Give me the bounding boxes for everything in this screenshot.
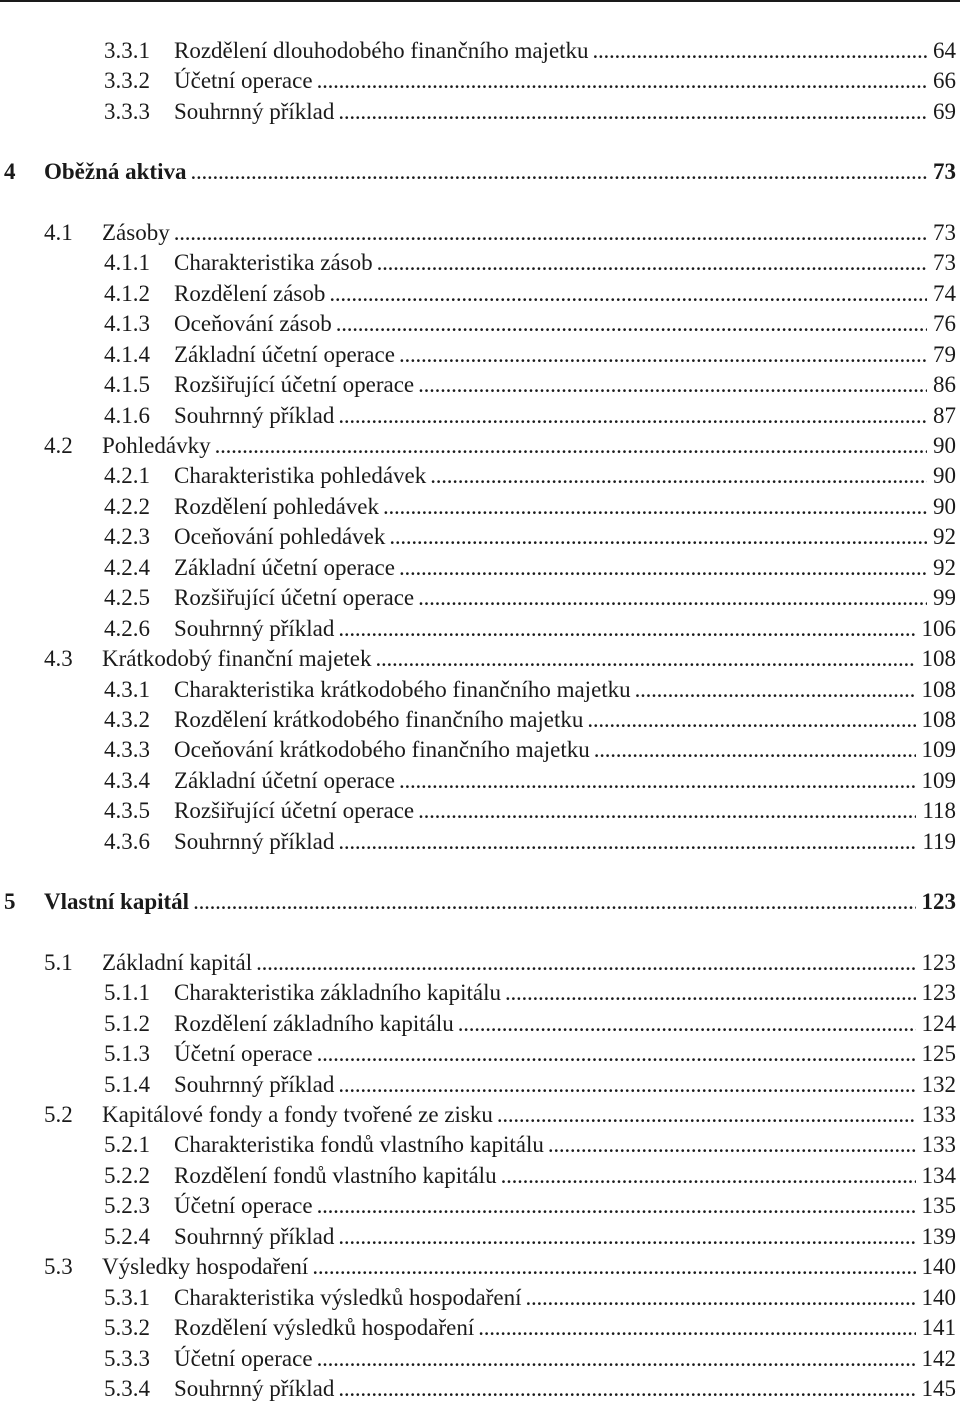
toc-dot-leader [338,614,915,644]
toc-dot-leader [174,218,927,248]
toc-entry-number: 4.3 [44,646,73,672]
toc-entry-title: Základní účetní operace [174,554,395,580]
toc-dot-leader [338,401,927,431]
toc-entry-page: 118 [922,798,956,824]
toc-dot-leader [338,1070,915,1100]
toc-entry[interactable] [0,1222,960,1252]
toc-dot-leader [338,97,927,127]
toc-entry-page: 123 [921,980,956,1006]
toc-entry-title: Charakteristika výsledků hospodaření [174,1284,522,1310]
toc-entry-page: 90 [933,493,956,519]
toc-entry[interactable] [0,36,960,66]
toc-entry-number: 4.2.4 [104,554,150,580]
toc-entry-number: 4.3.5 [104,798,150,824]
toc-entry-title: Rozdělení pohledávek [174,493,380,519]
toc-dot-leader [430,461,927,491]
toc-entry[interactable] [0,705,960,735]
toc-entry-title: Charakteristika fondů vlastního kapitálu [174,1132,544,1158]
toc-entry-title: Charakteristika krátkodobého finančního majetku [174,676,631,702]
toc-entry-number: 3.3.3 [104,98,150,124]
toc-entry-title: Rozšiřující účetní operace [174,585,415,611]
toc-entry-title: Souhrnný příklad [174,1223,335,1249]
toc-entry-page: 86 [933,372,956,398]
toc-dot-leader [418,370,927,400]
toc-entry-number: 4.1.1 [104,250,150,276]
toc-entry-page: 119 [922,828,956,854]
toc-dot-leader [317,1344,916,1374]
toc-entry[interactable] [0,370,960,400]
toc-dot-leader [478,1313,915,1343]
toc-entry[interactable] [0,948,960,978]
toc-entry-number: 4.1.3 [104,311,150,337]
toc-entry-title: Výsledky hospodaření [102,1254,309,1280]
toc-dot-leader [635,675,916,705]
toc-entry[interactable] [0,553,960,583]
toc-entry-number: 4.2.5 [104,585,150,611]
toc-entry-page: 133 [921,1101,956,1127]
toc-entry-page: 79 [933,341,956,367]
toc-entry[interactable] [0,1374,960,1404]
toc-entry[interactable] [0,1070,960,1100]
toc-entry-title: Rozdělení výsledků hospodaření [174,1315,475,1341]
toc-dot-leader [458,1009,916,1039]
toc-dot-leader [193,887,915,917]
toc-entry-title: Účetní operace [174,1041,313,1067]
toc-entry[interactable] [0,675,960,705]
toc-entry-page: 145 [921,1376,956,1401]
toc-entry-title: Rozšiřující účetní operace [174,372,415,398]
toc-entry-page: 134 [921,1162,956,1188]
toc-entry-page: 76 [933,311,956,337]
toc-entry-title: Souhrnný příklad [174,828,335,854]
toc-entry-page: 141 [921,1315,956,1341]
toc-entry-page: 87 [933,402,956,428]
toc-entry[interactable] [0,492,960,522]
toc-entry-page: 99 [933,585,956,611]
toc-entry[interactable] [0,735,960,765]
toc-entry-number: 4.1.6 [104,402,150,428]
toc-entry-number: 5.2.1 [104,1132,150,1158]
toc-entry-title: Základní účetní operace [174,767,395,793]
toc-entry-title: Pohledávky [102,432,211,458]
toc-entry-number: 5.1.3 [104,1041,150,1067]
toc-dot-leader [338,827,916,857]
toc-entry[interactable] [0,1039,960,1069]
toc-dot-leader [329,279,927,309]
toc-dot-leader [501,1161,916,1191]
toc-entry-number: 5.3 [44,1254,73,1280]
toc-dot-leader [587,705,915,735]
toc-entry-page: 124 [921,1010,956,1036]
toc-entry-page: 64 [933,38,956,63]
toc-entry-page: 135 [921,1193,956,1219]
toc-dot-leader [190,157,927,187]
toc-entry[interactable] [0,796,960,826]
toc-dot-leader [215,431,927,461]
toc-entry-title: Kapitálové fondy a fondy tvořené ze zisku [102,1101,493,1127]
toc-entry[interactable] [0,978,960,1008]
toc-entry-number: 5.2 [44,1101,73,1127]
toc-entry-title: Rozšiřující účetní operace [174,798,415,824]
toc-dot-leader [399,553,927,583]
toc-entry-page: 133 [921,1132,956,1158]
toc-entry[interactable] [0,218,960,248]
toc-dot-leader [525,1283,915,1313]
toc-dot-leader [317,1191,916,1221]
toc-dot-leader [505,978,916,1008]
toc-dot-leader [336,309,927,339]
toc-entry-title: Zásoby [102,219,170,245]
toc-entry[interactable] [0,279,960,309]
toc-entry-page: 142 [921,1345,956,1371]
top-rule [0,0,960,2]
toc-entry-title: Rozdělení základního kapitálu [174,1010,454,1036]
toc-entry[interactable] [0,1344,960,1374]
toc-entry[interactable] [0,1313,960,1343]
toc-entry-number: 4.2.2 [104,493,150,519]
toc-dot-leader [383,492,927,522]
toc-entry-page: 123 [921,889,956,915]
toc-entry[interactable] [0,401,960,431]
toc-entry[interactable] [0,340,960,370]
toc-entry-page: 108 [921,707,956,732]
toc-entry-number: 5 [4,889,16,915]
toc-entry-title: Charakteristika zásob [174,250,373,276]
toc-chapter-entry[interactable] [0,887,960,917]
toc-entry-title: Souhrnný příklad [174,98,335,124]
toc-entry[interactable] [0,97,960,127]
toc-entry-number: 5.1.2 [104,1010,150,1036]
toc-dot-leader [317,66,927,96]
toc-dot-leader [593,36,927,66]
toc-entry-page: 123 [921,949,956,975]
toc-dot-leader [338,1374,915,1404]
toc-entry-page: 92 [933,524,956,550]
toc-entry[interactable] [0,431,960,461]
toc-entry-number: 3.3.2 [104,68,150,94]
toc-entry-page: 140 [921,1284,956,1310]
toc-entry-number: 5.2.2 [104,1162,150,1188]
toc-entry-page: 90 [933,463,956,489]
toc-entry-page: 140 [921,1254,956,1280]
toc-dot-leader [389,522,927,552]
toc-dot-leader [338,1222,915,1252]
toc-entry-title: Charakteristika základního kapitálu [174,980,501,1006]
toc-entry-title: Vlastní kapitál [44,889,190,915]
toc-entry-title: Základní kapitál [102,949,253,975]
toc-entry-number: 5.3.3 [104,1345,150,1371]
toc-entry[interactable] [0,766,960,796]
toc-entry-title: Rozdělení krátkodobého finančního majetku [174,707,584,732]
toc-entry-number: 4.1 [44,219,73,245]
toc-entry-title: Souhrnný příklad [174,615,335,641]
toc-entry[interactable] [0,614,960,644]
toc-dot-leader [399,340,927,370]
toc-entry-number: 4.2 [44,432,73,458]
toc-entry-number: 4.1.5 [104,372,150,398]
toc-entry-title: Souhrnný příklad [174,1376,335,1401]
toc-entry-title: Oceňování zásob [174,311,332,337]
toc-dot-leader [497,1100,916,1130]
toc-entry-page: 109 [921,737,956,763]
toc-entry[interactable] [0,66,960,96]
toc-entry-number: 3.3.1 [104,38,150,63]
toc-entry-number: 5.3.2 [104,1315,150,1341]
toc-entry-title: Účetní operace [174,68,313,94]
toc-entry[interactable] [0,309,960,339]
toc-entry-page: 73 [933,219,956,245]
toc-dot-leader [376,644,916,674]
toc-entry[interactable] [0,1100,960,1130]
toc-dot-leader [256,948,915,978]
toc-entry[interactable] [0,522,960,552]
toc-entry-number: 4.1.2 [104,280,150,306]
toc-entry-page: 139 [921,1223,956,1249]
toc-entry-title: Oceňování krátkodobého finančního majetku [174,737,590,763]
toc-entry-title: Základní účetní operace [174,341,395,367]
toc-dot-leader [548,1130,916,1160]
toc-entry-page: 132 [921,1071,956,1097]
toc-dot-leader [317,1039,916,1069]
toc-entry-title: Krátkodobý finanční majetek [102,646,372,672]
toc-entry-title: Souhrnný příklad [174,1071,335,1097]
toc-entry-number: 5.2.3 [104,1193,150,1219]
toc-entry-title: Souhrnný příklad [174,402,335,428]
toc-chapter-entry[interactable] [0,157,960,187]
toc-entry-number: 4.2.1 [104,463,150,489]
toc-entry-page: 73 [933,250,956,276]
toc-entry-page: 73 [933,159,956,185]
toc-entry-page: 90 [933,432,956,458]
toc-entry-title: Rozdělení dlouhodobého finančního majetku [174,38,589,63]
toc-entry[interactable] [0,583,960,613]
toc-entry-title: Rozdělení zásob [174,280,326,306]
toc-entry-number: 5.1.1 [104,980,150,1006]
toc-entry-page: 69 [933,98,956,124]
toc-entry-title: Oběžná aktiva [44,159,187,185]
toc-entry-number: 4.2.6 [104,615,150,641]
toc-entry-page: 108 [921,646,956,672]
toc-entry-number: 5.1 [44,949,73,975]
toc-entry-page: 125 [921,1041,956,1067]
toc-entry[interactable] [0,644,960,674]
toc-entry-number: 4.3.3 [104,737,150,763]
toc-entry[interactable] [0,1283,960,1313]
toc-entry[interactable] [0,827,960,857]
toc-entry[interactable] [0,1252,960,1282]
toc-entry-number: 4.1.4 [104,341,150,367]
toc-entry-title: Rozdělení fondů vlastního kapitálu [174,1162,497,1188]
toc-entry-number: 5.3.1 [104,1284,150,1310]
toc-entry-title: Účetní operace [174,1345,313,1371]
toc-dot-leader [399,766,916,796]
toc-entry-page: 109 [921,767,956,793]
toc-entry-number: 5.1.4 [104,1071,150,1097]
toc-entry-number: 4.3.6 [104,828,150,854]
toc-entry-number: 5.2.4 [104,1223,150,1249]
toc-entry-number: 4.3.4 [104,767,150,793]
toc-entry[interactable] [0,1130,960,1160]
toc-entry-number: 4 [4,159,16,185]
toc-entry[interactable] [0,1161,960,1191]
toc-entry[interactable] [0,1191,960,1221]
toc-dot-leader [594,735,916,765]
toc-entry-title: Charakteristika pohledávek [174,463,427,489]
toc-dot-leader [377,248,927,278]
toc-entry[interactable] [0,461,960,491]
toc-entry-page: 106 [921,615,956,641]
toc-entry-title: Oceňování pohledávek [174,524,386,550]
toc-dot-leader [312,1252,915,1282]
toc-dot-leader [418,583,927,613]
toc-entry-page: 92 [933,554,956,580]
toc-entry-number: 4.3.1 [104,676,150,702]
toc-entry-title: Účetní operace [174,1193,313,1219]
toc-entry-page: 108 [921,676,956,702]
toc-entry-number: 4.2.3 [104,524,150,550]
toc-dot-leader [418,796,916,826]
toc-entry-number: 5.3.4 [104,1376,150,1401]
toc-entry-page: 74 [933,280,956,306]
toc-entry-number: 4.3.2 [104,707,150,732]
toc-entry[interactable] [0,248,960,278]
toc-entry-page: 66 [933,68,956,94]
toc-entry[interactable] [0,1009,960,1039]
